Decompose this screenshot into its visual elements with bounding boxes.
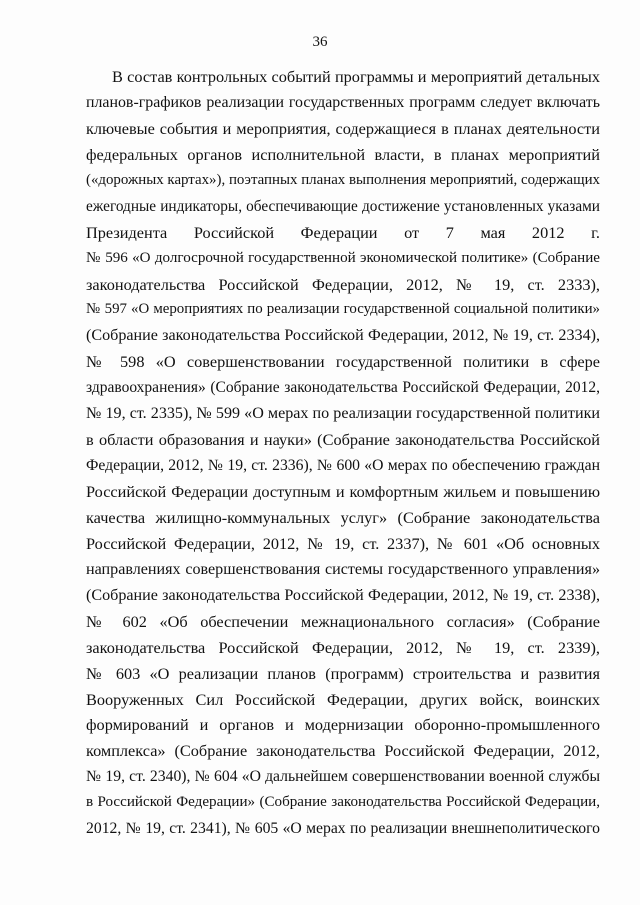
page-number: 36 bbox=[312, 34, 328, 50]
paragraph-line: 2012, № 19, ст. 2341), № 605 «О мерах по реализации внешнеполитического bbox=[86, 820, 600, 838]
paragraph-line: в Российской Федерации» (Собрание законодательства Российской Федерации, bbox=[86, 794, 600, 811]
paragraph-line: здравоохранения» (Собрание законодательства Российской Федерации, 2012, bbox=[86, 379, 600, 397]
paragraph bbox=[86, 64, 600, 842]
paragraph-line: законодательства Российской Федерации, 2012, № 19, ст. 2333), bbox=[86, 274, 600, 294]
paragraph-line: комплекса» (Собрание законодательства Российской Федерации, 2012, bbox=[86, 741, 600, 761]
paragraph-line: планов-графиков реализации государственных программ следует включать bbox=[86, 93, 600, 111]
paragraph-line: (Собрание законодательства Российской Федерации, 2012, № 19, ст. 2338), bbox=[86, 586, 600, 604]
paragraph-line: № 596 «О долгосрочной государственной экономической политике» (Собрание bbox=[86, 249, 600, 266]
paragraph-line: Федерации, 2012, № 19, ст. 2336), № 600 «О мерах по обеспечению граждан bbox=[86, 457, 600, 475]
paragraph-line: Вооруженных Сил Российской Федерации, других войск, воинских bbox=[86, 689, 600, 709]
paragraph-line: № 598 «О совершенствовании государственной политики в сфере bbox=[86, 352, 600, 372]
paragraph-line: № 19, ст. 2335), № 599 «О мерах по реализации государственной политики bbox=[86, 405, 600, 423]
paragraph-line: в области образования и науки» (Собрание законодательства Российской bbox=[86, 430, 600, 450]
paragraph-line: Российской Федерации, 2012, № 19, ст. 2337), № 601 «Об основных bbox=[86, 533, 600, 553]
paragraph-line: законодательства Российской Федерации, 2012, № 19, ст. 2339), bbox=[86, 637, 600, 657]
paragraph-line: качества жилищно-коммунальных услуг» (Собрание законодательства bbox=[86, 507, 600, 527]
paragraph-line: направлениях совершенствования системы государственного управления» bbox=[86, 560, 600, 578]
paragraph-line: Российской Федерации доступным и комфортным жильем и повышению bbox=[86, 482, 600, 501]
paragraph-line: Президента Российской Федерации от 7 мая 2012 г. bbox=[86, 222, 600, 242]
paragraph-line: (Собрание законодательства Российской Федерации, 2012, № 19, ст. 2334), bbox=[86, 327, 600, 345]
paragraph-line: В состав контрольных событий программы и мероприятий детальных bbox=[112, 67, 600, 86]
paragraph-line: № 602 «Об обеспечении межнационального согласия» (Собрание bbox=[86, 611, 600, 631]
paragraph-line: ключевые события и мероприятия, содержащиеся в планах деятельности bbox=[86, 118, 600, 138]
paragraph-line: № 597 «О мероприятиях по реализации государственной социальной политики» bbox=[86, 301, 600, 318]
paragraph-line: федеральных органов исполнительной власти, в планах мероприятий bbox=[86, 144, 600, 164]
paragraph-line: № 603 «О реализации планов (программ) строительства и развития bbox=[86, 663, 600, 683]
paragraph-line: ежегодные индикаторы, обеспечивающие достижение установленных указами bbox=[86, 197, 600, 215]
paragraph-line: формирований и органов и модернизации оборонно-промышленного bbox=[86, 715, 600, 735]
paragraph-line: («дорожных картах»), поэтапных планах выполнения мероприятий, содержащих bbox=[86, 171, 600, 188]
paragraph-line: № 19, ст. 2340), № 604 «О дальнейшем совершенствовании военной службы bbox=[86, 768, 600, 786]
